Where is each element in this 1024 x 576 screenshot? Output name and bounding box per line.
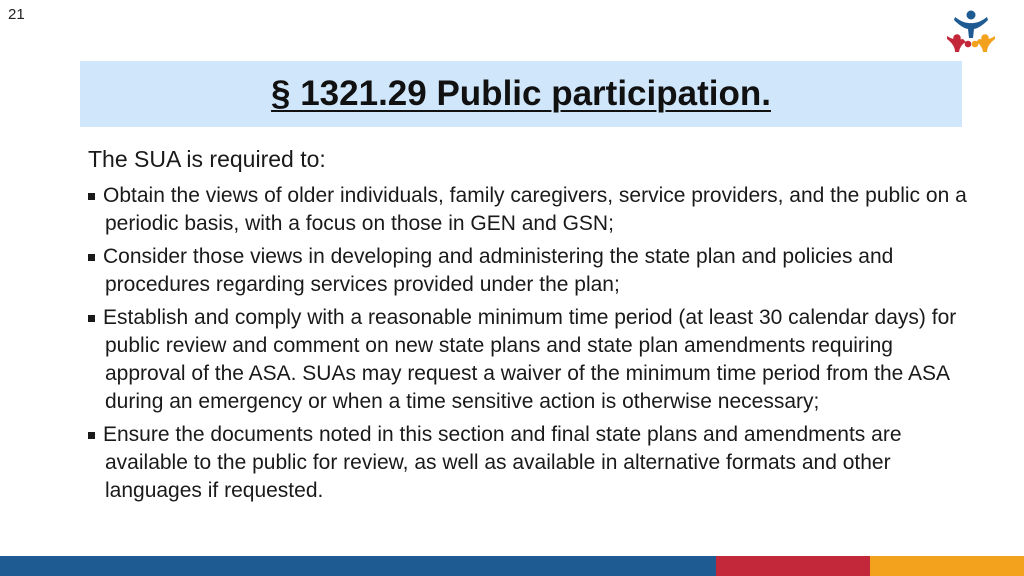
footer-blue-segment <box>0 556 716 576</box>
list-item-text: Establish and comply with a reasonable minimum time period (at least 30 calendar days) for public review and comment on new state plans and state plan amendments requiring approval of the ASA. SUAs may request a waiver of the minimum time period from the ASA during an emergency or when a time sensitive action is otherwise necessary; <box>103 306 957 413</box>
bullet-list <box>88 182 968 505</box>
list-item <box>88 243 968 299</box>
list-item-text: Consider those views in developing and administering the state plan and policies and procedures regarding services provided under the plan; <box>103 245 894 296</box>
list-item-text: Ensure the documents noted in this section and final state plans and amendments are available to the public for review, as well as available in alternative formats and other languages if requested. <box>103 423 902 502</box>
square-bullet-icon <box>88 193 95 200</box>
list-item-text: Obtain the views of older individuals, family caregivers, service providers, and the public on a periodic basis, with a focus on those in GEN and GSN; <box>103 184 967 235</box>
people-logo-icon <box>944 8 998 58</box>
square-bullet-icon <box>88 315 95 322</box>
list-item <box>88 182 968 238</box>
footer-color-bar <box>0 556 1024 576</box>
title-band <box>80 61 962 127</box>
intro-text: The SUA is required to: <box>88 146 326 172</box>
footer-red-segment <box>716 556 870 576</box>
square-bullet-icon <box>88 254 95 261</box>
slide-number: 21 <box>8 6 25 23</box>
page-title: § 1321.29 Public participation. <box>271 74 771 113</box>
footer-orange-segment <box>870 556 1024 576</box>
slide-body <box>88 144 968 510</box>
list-item <box>88 421 968 505</box>
square-bullet-icon <box>88 432 95 439</box>
list-item <box>88 304 968 416</box>
